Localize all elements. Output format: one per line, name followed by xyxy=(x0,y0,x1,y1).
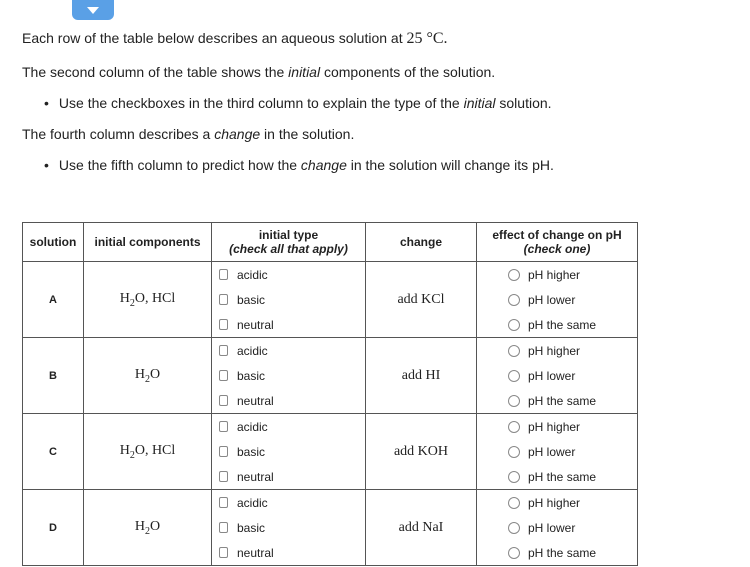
radio-icon[interactable] xyxy=(508,497,520,509)
type-option-acidic[interactable] xyxy=(212,262,365,287)
checkbox-icon[interactable] xyxy=(219,471,228,482)
initial-type-options xyxy=(212,338,366,414)
header-initial-type-sub: (check all that apply) xyxy=(229,242,348,256)
intro-line-3-b: in the solution. xyxy=(260,126,355,142)
effect-option[interactable] xyxy=(477,388,637,413)
type-option-basic[interactable] xyxy=(212,363,365,388)
type-option-label: basic xyxy=(237,444,266,459)
effect-option[interactable] xyxy=(477,312,637,337)
effect-option[interactable] xyxy=(477,439,637,464)
effect-option[interactable] xyxy=(477,464,637,489)
radio-icon[interactable] xyxy=(508,522,520,534)
initial-type-options xyxy=(212,262,366,338)
table-row xyxy=(23,338,638,414)
radio-icon[interactable] xyxy=(508,294,520,306)
bullet-dot-icon: • xyxy=(44,95,49,111)
effect-option-label: pH the same xyxy=(528,393,597,408)
bullet-1-em: initial xyxy=(463,95,496,111)
checkbox-icon[interactable] xyxy=(219,421,228,432)
change-text: add HI xyxy=(366,338,477,414)
intro-line-3-em: change xyxy=(214,126,261,142)
effect-option[interactable] xyxy=(477,287,637,312)
bullet-2-a: Use the fifth column to predict how the xyxy=(58,157,301,173)
radio-icon[interactable] xyxy=(508,421,520,433)
effect-option-label: pH lower xyxy=(528,368,576,383)
header-initial-components: initial components xyxy=(84,223,212,262)
type-option-acidic[interactable] xyxy=(212,338,365,363)
effect-option-label: pH lower xyxy=(528,292,576,307)
intro-line-2-a: The second column of the table shows the xyxy=(22,64,289,80)
checkbox-icon[interactable] xyxy=(219,497,228,508)
checkbox-icon[interactable] xyxy=(219,294,228,305)
effect-option-label: pH lower xyxy=(528,444,576,459)
solution-label: D xyxy=(23,490,84,566)
effect-options xyxy=(477,490,638,566)
bullet-2-em: change xyxy=(300,157,347,173)
table-header-row xyxy=(23,223,638,262)
type-option-basic[interactable] xyxy=(212,287,365,312)
bullet-2 xyxy=(44,157,554,173)
effect-option[interactable] xyxy=(477,490,637,515)
type-option-label: acidic xyxy=(237,495,268,510)
chevron-down-icon xyxy=(87,7,99,14)
effect-option-label: pH higher xyxy=(528,343,581,358)
effect-option[interactable] xyxy=(477,515,637,540)
effect-option[interactable] xyxy=(477,363,637,388)
effect-option-label: pH the same xyxy=(528,469,597,484)
checkbox-icon[interactable] xyxy=(219,446,228,457)
bullet-dot-icon: • xyxy=(44,157,49,173)
intro-line-1 xyxy=(22,30,448,48)
type-option-label: neutral xyxy=(237,545,274,560)
effect-option-label: pH higher xyxy=(528,267,581,282)
checkbox-icon[interactable] xyxy=(219,522,228,533)
intro-line-3 xyxy=(22,126,354,142)
change-text: add KCl xyxy=(366,262,477,338)
radio-icon[interactable] xyxy=(508,345,520,357)
header-initial-type xyxy=(212,223,366,262)
effect-option-label: pH higher xyxy=(528,419,581,434)
effect-option[interactable] xyxy=(477,262,637,287)
type-option-neutral[interactable] xyxy=(212,388,365,413)
checkbox-icon[interactable] xyxy=(219,395,228,406)
checkbox-icon[interactable] xyxy=(219,269,228,280)
bullet-1-a: Use the checkboxes in the third column to explain the type of the xyxy=(58,95,464,111)
effect-option-label: pH the same xyxy=(528,545,597,560)
checkbox-icon[interactable] xyxy=(219,345,228,356)
checkbox-icon[interactable] xyxy=(219,370,228,381)
effect-option-label: pH lower xyxy=(528,520,576,535)
effect-option-label: pH higher xyxy=(528,495,581,510)
intro-line-2 xyxy=(22,64,495,80)
intro-line-3-a: The fourth column describes a xyxy=(22,126,215,142)
initial-type-options xyxy=(212,414,366,490)
change-text: add KOH xyxy=(366,414,477,490)
effect-options xyxy=(477,414,638,490)
type-option-label: neutral xyxy=(237,317,274,332)
effect-options xyxy=(477,262,638,338)
header-solution: solution xyxy=(23,223,84,262)
solution-label: A xyxy=(23,262,84,338)
solution-label: B xyxy=(23,338,84,414)
intro-line-2-b: components of the solution. xyxy=(320,64,496,80)
checkbox-icon[interactable] xyxy=(219,547,228,558)
radio-icon[interactable] xyxy=(508,370,520,382)
type-option-label: neutral xyxy=(237,469,274,484)
type-option-label: acidic xyxy=(237,343,268,358)
table-row xyxy=(23,490,638,566)
header-effect-sub: (check one) xyxy=(523,242,591,256)
bullet-1-b: solution. xyxy=(495,95,552,111)
type-option-neutral[interactable] xyxy=(212,540,365,565)
radio-icon[interactable] xyxy=(508,446,520,458)
type-option-label: basic xyxy=(237,368,266,383)
type-option-neutral[interactable] xyxy=(212,312,365,337)
type-option-label: neutral xyxy=(237,393,274,408)
initial-type-options xyxy=(212,490,366,566)
intro-line-1-text: Each row of the table below describes an aqueous solution at xyxy=(22,30,403,46)
temperature: 25 °C. xyxy=(406,30,448,47)
type-option-neutral[interactable] xyxy=(212,464,365,489)
bullet-1 xyxy=(44,95,552,111)
header-change: change xyxy=(366,223,477,262)
type-option-label: basic xyxy=(237,520,266,535)
radio-icon[interactable] xyxy=(508,269,520,281)
header-initial-type-title: initial type xyxy=(258,228,319,242)
radio-icon[interactable] xyxy=(508,319,520,331)
initial-components: $H_2O$ xyxy=(84,490,212,566)
checkbox-icon[interactable] xyxy=(219,319,228,330)
type-option-basic[interactable] xyxy=(212,515,365,540)
effect-option[interactable] xyxy=(477,414,637,439)
initial-components: $H_2O$ xyxy=(84,338,212,414)
solution-label: C xyxy=(23,414,84,490)
type-option-acidic[interactable] xyxy=(212,414,365,439)
bullet-2-b: in the solution will change its pH. xyxy=(346,157,554,173)
type-option-acidic[interactable] xyxy=(212,490,365,515)
header-effect xyxy=(477,223,638,262)
initial-components: $H_2O$, HCl xyxy=(84,262,212,338)
table-row xyxy=(23,414,638,490)
expand-tab[interactable] xyxy=(72,0,114,20)
intro-line-2-em: initial xyxy=(288,64,321,80)
effect-option-label: pH the same xyxy=(528,317,597,332)
initial-components: $H_2O$, HCl xyxy=(84,414,212,490)
table-row xyxy=(23,262,638,338)
header-effect-title: effect of change on pH xyxy=(492,228,622,242)
effect-option[interactable] xyxy=(477,338,637,363)
effect-option[interactable] xyxy=(477,540,637,565)
radio-icon[interactable] xyxy=(508,395,520,407)
type-option-label: acidic xyxy=(237,267,268,282)
type-option-basic[interactable] xyxy=(212,439,365,464)
radio-icon[interactable] xyxy=(508,471,520,483)
effect-options xyxy=(477,338,638,414)
solutions-table xyxy=(22,222,638,566)
type-option-label: acidic xyxy=(237,419,268,434)
change-text: add NaI xyxy=(366,490,477,566)
type-option-label: basic xyxy=(237,292,266,307)
radio-icon[interactable] xyxy=(508,547,520,559)
